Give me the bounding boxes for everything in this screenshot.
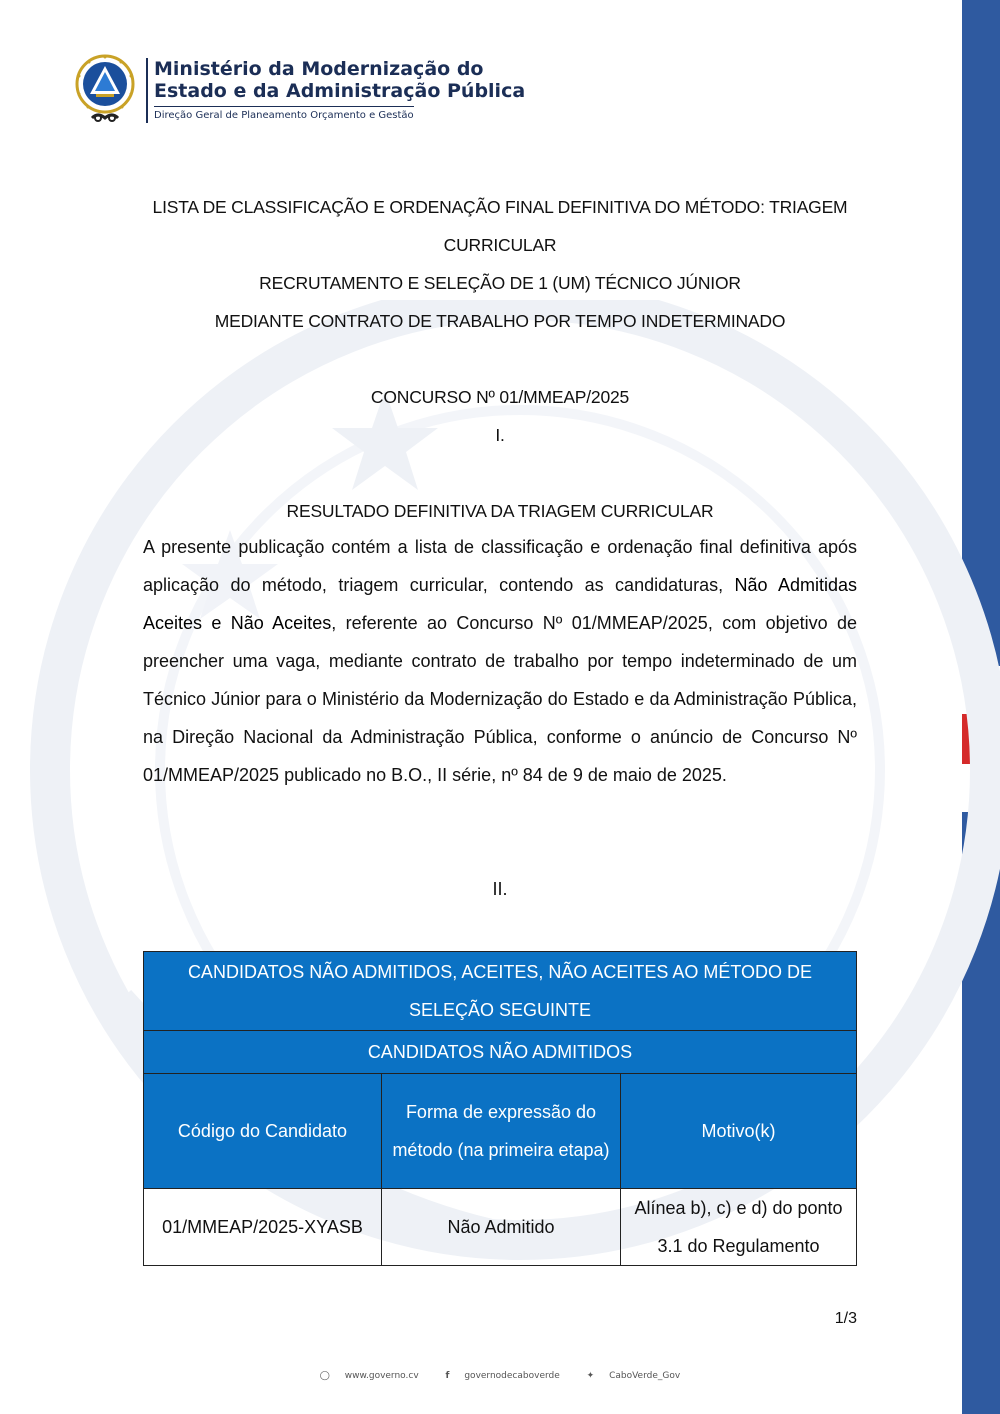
footer-twitter[interactable]: CaboVerde_Gov	[609, 1371, 681, 1381]
title-line-2: CURRICULAR	[443, 235, 557, 255]
ministry-header	[72, 52, 525, 128]
globe-icon: ◯	[319, 1371, 330, 1381]
column-header-method: Forma de expressão do método (na primeira etapa)	[382, 1074, 621, 1189]
table-row	[144, 1189, 857, 1266]
ministry-name-line2: Estado e da Administração Pública	[154, 80, 526, 102]
title-line-1: LISTA DE CLASSIFICAÇÃO E ORDENAÇÃO FINAL DEFINITIVA DO MÉTODO: TRIAGEM	[152, 197, 848, 217]
candidates-table	[143, 951, 857, 1266]
directorate-name: Direção Geral de Planeamento Orçamento e Gestão	[154, 106, 414, 123]
section-number-1: I.	[495, 425, 505, 445]
intro-text-part1: A presente publicação contém a lista de classificação e ordenação final definitiva após aplicação do método, triagem curricular, contendo as candidaturas,	[143, 537, 857, 595]
intro-text-part2: , referente ao Concurso Nº 01/MMEAP/2025, com objetivo de preencher uma vaga, mediante contrato de trabalho por tempo indeterminado de um Técnico Júnior para o Ministério da Modernização do Estado e da Administração Pública, na Direção Nacional da Administração Pública, conforme o anúncio de Concurso Nº 01/MMEAP/2025 publicado no B.O., II série, nº 84 de 9 de maio de 2025.	[143, 613, 857, 785]
footer-links	[0, 1371, 1000, 1381]
cell-reason: Alínea b), c) e d) do ponto 3.1 do Regulamento	[621, 1189, 857, 1266]
intro-paragraph	[143, 528, 857, 794]
table-title: CANDIDATOS NÃO ADMITIDOS, ACEITES, NÃO ACEITES AO MÉTODO DE SELEÇÃO SEGUINTE	[144, 952, 857, 1031]
result-title: RESULTADO DEFINITIVA DA TRIAGEM CURRICULAR	[286, 501, 714, 521]
intro-text-bold: Não Admitidas Aceites e Não Aceites	[143, 575, 857, 633]
twitter-icon: ✦	[586, 1371, 595, 1381]
document-titles	[143, 188, 857, 530]
column-header-code: Código do Candidato	[144, 1074, 382, 1189]
footer-facebook[interactable]: governodecaboverde	[464, 1371, 560, 1381]
coat-of-arms-icon	[72, 52, 138, 128]
facebook-icon: f	[445, 1371, 450, 1381]
section-number-2: II.	[492, 879, 508, 899]
cell-candidate-code: 01/MMEAP/2025-XYASB	[144, 1189, 382, 1266]
table-subtitle: CANDIDATOS NÃO ADMITIDOS	[144, 1031, 857, 1074]
title-line-4: MEDIANTE CONTRATO DE TRABALHO POR TEMPO INDETERMINADO	[214, 311, 786, 331]
concurso-number: CONCURSO Nº 01/MMEAP/2025	[370, 387, 630, 407]
column-header-reason: Motivo(k)	[621, 1074, 857, 1189]
page-number: 1/3	[834, 1310, 857, 1327]
ministry-name-line1: Ministério da Modernização do	[154, 58, 484, 80]
footer-website[interactable]: www.governo.cv	[344, 1371, 419, 1381]
cell-method-result: Não Admitido	[382, 1189, 621, 1266]
title-line-3: RECRUTAMENTO E SELEÇÃO DE 1 (UM) TÉCNICO JÚNIOR	[259, 273, 741, 293]
